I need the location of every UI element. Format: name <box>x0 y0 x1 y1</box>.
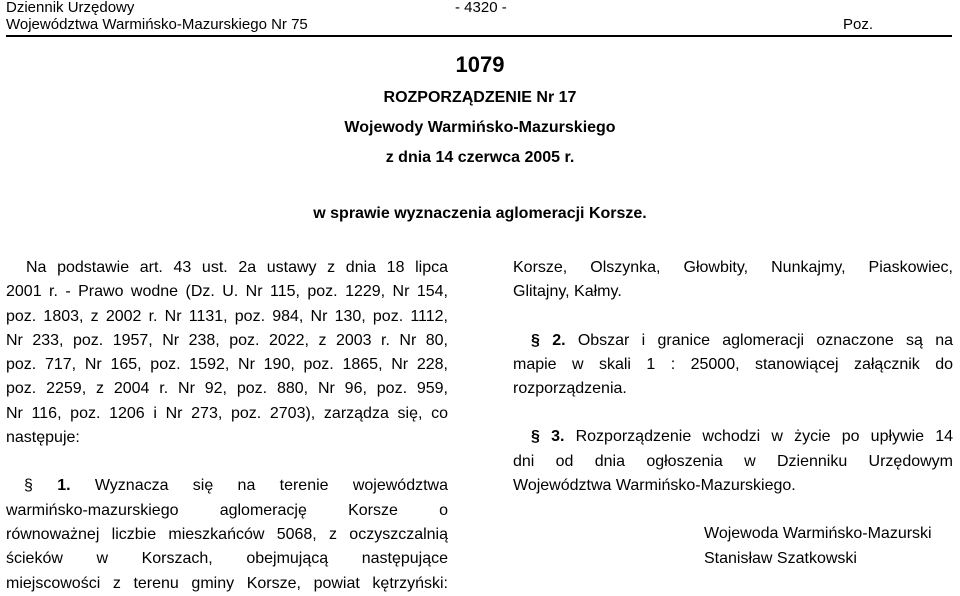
continued-line: Glitajny, Kałmy. <box>513 283 622 301</box>
section-1-text: Wyznacza się na terenie województwa <box>94 477 449 495</box>
section-1-line: ścieków w Korszach, obejmującą następujące <box>6 550 448 568</box>
position-label: Poz. <box>843 16 874 33</box>
section-1-line: równoważnej liczbie mieszkańców 5068, z oczyszczalnią <box>6 525 448 543</box>
act-issuer: Wojewody Warmińsko-Mazurskiego <box>344 119 616 136</box>
section-2-line: rozporządzenia. <box>513 380 627 398</box>
intro-line: poz. 2259, z 2004 r. Nr 92, poz. 880, Nr 96, poz. 959, <box>6 380 448 398</box>
intro-line: poz. 717, Nr 165, poz. 1592, Nr 190, poz. 1865, Nr 228, <box>6 356 448 374</box>
section-1-number: 1. <box>57 477 71 495</box>
journal-title: Dziennik Urzędowy <box>6 0 135 16</box>
intro-line: następuje: <box>6 429 80 447</box>
signatory-title: Wojewoda Warmińsko-Mazurski <box>704 525 932 543</box>
act-date: z dnia 14 czerwca 2005 r. <box>385 149 575 166</box>
section-1-line: warmińsko-mazurskiego aglomerację Korsze o <box>6 501 448 519</box>
continued-line: Korsze, Olszynka, Głowbity, Nunkajmy, Piaskowiec, <box>513 259 953 276</box>
section-1-first-line: § 1. Wyznacza się na terenie województwa <box>24 477 449 495</box>
section-2-first-line: § 2. Obszar i granice aglomeracji oznaczone są na <box>531 331 953 349</box>
act-title: ROZPORZĄDZENIE Nr 17 <box>383 89 577 106</box>
right-column <box>513 256 953 571</box>
act-subject: w sprawie wyznaczenia aglomeracji Korsze. <box>313 205 647 222</box>
section-2-text: Obszar i granice aglomeracji oznaczone są na <box>577 331 953 349</box>
left-column <box>6 256 448 596</box>
section-3-line: Województwa Warmińsko-Mazurskiego. <box>513 477 796 495</box>
section-2-line: mapie w skali 1 : 25000, stanowiącej załącznik do <box>513 355 953 373</box>
intro-line: 2001 r. - Prawo wodne (Dz. U. Nr 115, poz. 1229, Nr 154, <box>6 283 448 301</box>
section-1-line: miejscowości z terenu gminy Korsze, powiat kętrzyński: <box>6 574 448 592</box>
page-number: - 4320 - <box>455 0 507 16</box>
intro-line: Na podstawie art. 43 ust. 2a ustawy z dnia 18 lipca <box>26 259 448 276</box>
signatory-name: Stanisław Szatkowski <box>704 549 857 567</box>
intro-line: Nr 116, poz. 1206 i Nr 273, poz. 2703), zarządza się, co <box>6 404 448 422</box>
section-3-line: dni od dnia ogłoszenia w Dzienniku Urzędowym <box>513 452 953 470</box>
journal-voivodeship: Województwa Warmińsko-Mazurskiego Nr 75 <box>6 16 308 33</box>
section-3-number: 3. <box>551 428 565 446</box>
section-3-first-line: § 3. Rozporządzenie wchodzi w życie po upływie 14 <box>531 428 954 446</box>
position-number: 1079 <box>455 52 505 77</box>
intro-line: poz. 1803, z 2002 r. Nr 1131, poz. 984, Nr 130, poz. 1112, <box>6 307 448 325</box>
header-rule <box>6 35 952 37</box>
section-3-text: Rozporządzenie wchodzi w życie po upływie 14 <box>575 428 954 446</box>
intro-line: Nr 233, poz. 1957, Nr 238, poz. 2022, z 2003 r. Nr 80, <box>6 331 448 349</box>
section-2-number: 2. <box>552 331 566 349</box>
